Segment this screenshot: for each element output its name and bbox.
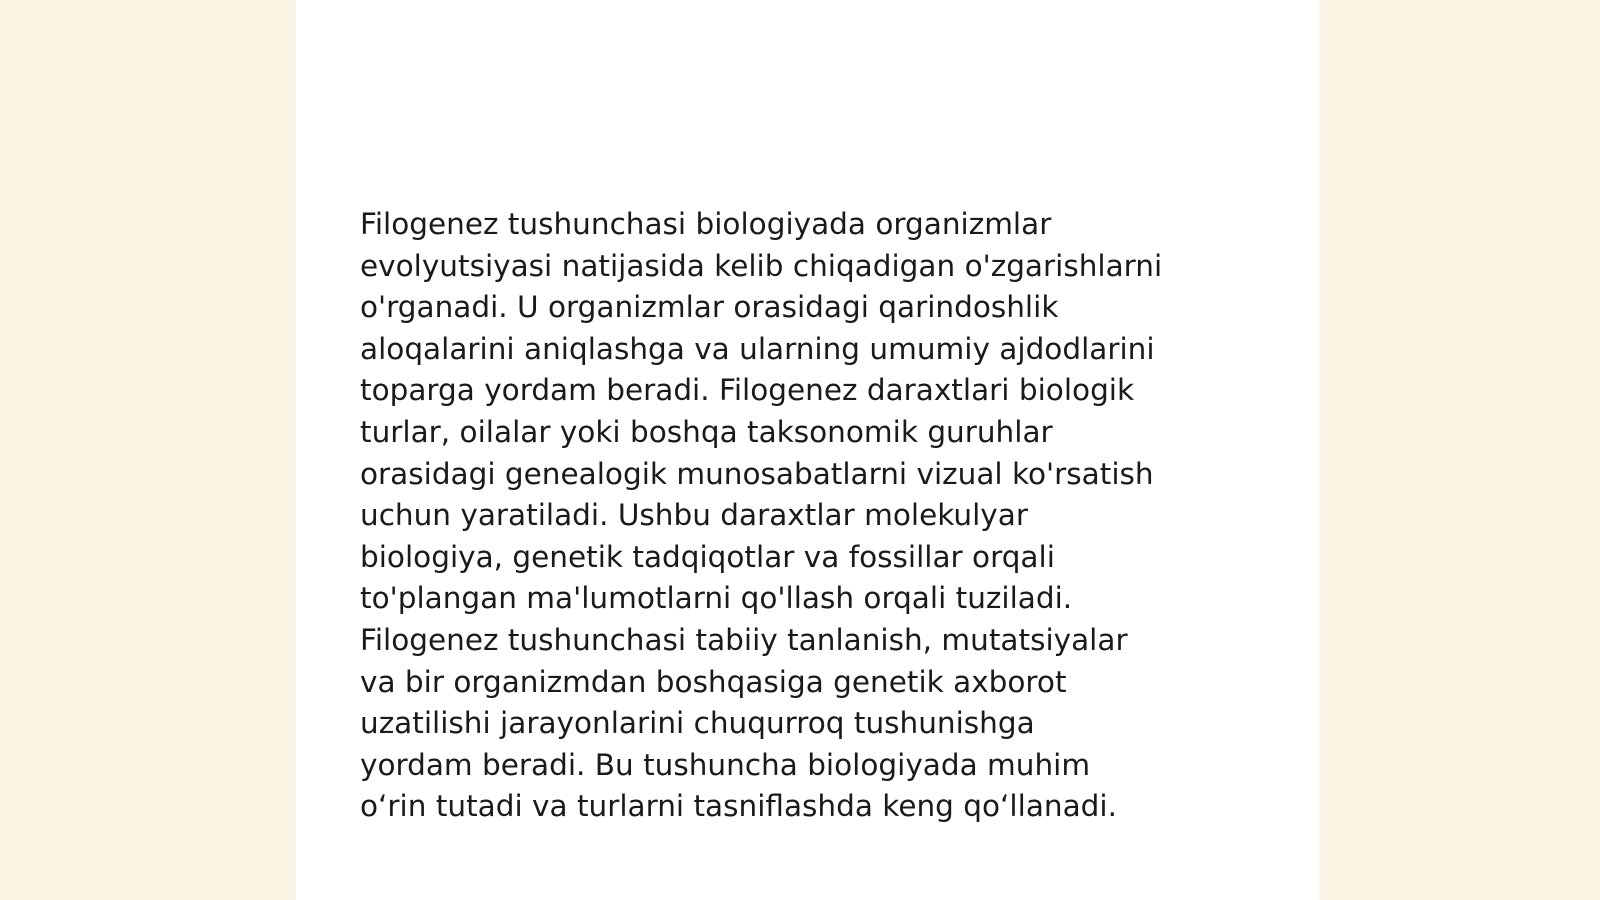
text-line: Filogenez tushunchasi biologiyada organizmlar [360, 207, 1052, 241]
text-line: yordam beradi. Bu tushuncha biologiyada muhim [360, 747, 1091, 782]
text-line: o'rganadi. U organizmlar orasidagi qarindoshlik [360, 290, 1059, 325]
text-line: aloqalarini aniqlashga va ularning umumiy ajdodlarini [360, 331, 1155, 366]
text-line: orasidagi genealogik munosabatlarni vizual ko'rsatish [360, 456, 1154, 491]
text-line: toparga yordam beradi. Filogenez daraxtlari biologik [360, 373, 1135, 408]
text-line: biologiya, genetik tadqiqotlar va fossillar orqali [360, 539, 1055, 574]
document-page [296, 0, 1319, 900]
text-line: to'plangan ma'lumotlarni qo'llash orqali tuziladi. [360, 581, 1073, 616]
text-line: uchun yaratiladi. Ushbu daraxtlar molekulyar [360, 498, 1028, 533]
text-line: Filogenez tushunchasi tabiiy tanlanish, mutatsiyalar [360, 622, 1128, 657]
body-paragraph [360, 204, 1260, 828]
text-line: turlar, oilalar yoki boshqa taksonomik guruhlar [360, 414, 1053, 449]
text-line: o‘rin tutadi va turlarni tasniflashda keng qo‘llanadi. [360, 789, 1117, 824]
text-line: uzatilishi jarayonlarini chuqurroq tushunishga [360, 706, 1035, 741]
text-line: evolyutsiyasi natijasida kelib chiqadigan o'zgarishlarni [360, 248, 1163, 283]
text-line: va bir organizmdan boshqasiga genetik axborot [360, 664, 1067, 699]
